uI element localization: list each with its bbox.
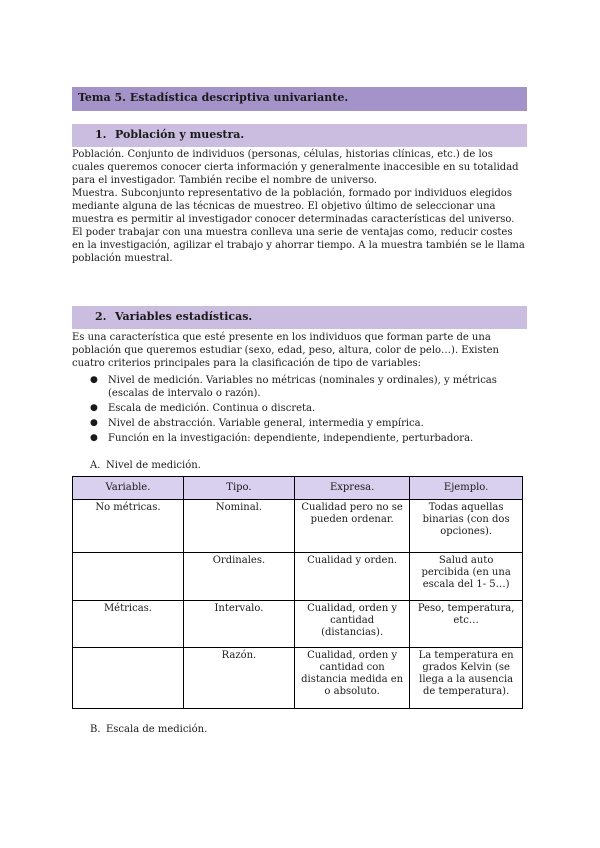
table-cell: Cualidad y orden. <box>294 553 409 601</box>
table-cell: Cualidad, orden y cantidad (distancias). <box>294 601 409 648</box>
column-header: Ejemplo. <box>410 477 523 500</box>
list-item: ● Nivel de abstracción. Variable general, intermedia y empírica. <box>90 418 424 429</box>
column-header: Tipo. <box>183 477 294 500</box>
subsection-a-label: Nivel de medición. <box>106 460 201 471</box>
table-cell: Todas aquellas binarias (con dos opciones). <box>410 500 523 553</box>
topic-title: Tema 5. Estadística descriptiva univariante. <box>72 87 527 111</box>
table-cell: Peso, temperatura, etc… <box>410 601 523 648</box>
table-cell: Salud auto percibida (en una escala del 1- 5…) <box>410 553 523 601</box>
table-row <box>73 648 523 709</box>
section-2-intro: Es una característica que esté presente en los individuos que forman parte de una población que queremos estudiar (sexo, edad, peso, altura, color de pelo…). Existen cuatro criterios principales para la clasificación de tipo de variables: <box>72 332 499 369</box>
table-cell: Cualidad, orden y cantidad con distancia medida en o absoluto. <box>294 648 409 709</box>
table-cell: Cualidad pero no se pueden ordenar. <box>294 500 409 553</box>
bullet-icon: ● <box>90 433 98 443</box>
criteria-list <box>72 374 527 447</box>
list-item: ● Nivel de medición. Variables no métricas (nominales y ordinales), y métricas (escalas de intervalo o razón). <box>90 375 497 399</box>
variables-table <box>72 476 523 709</box>
section-1-number: 1. <box>95 128 107 141</box>
list-item: ● Función en la investigación: dependiente, independiente, perturbadora. <box>90 433 474 444</box>
subsection-a-letter: A. <box>90 460 101 471</box>
section-2-number: 2. <box>95 310 107 323</box>
table-header-row <box>73 477 523 500</box>
table-row <box>73 500 523 553</box>
table-cell: Intervalo. <box>183 601 294 648</box>
bullet-icon: ● <box>90 418 98 428</box>
column-header: Variable. <box>73 477 184 500</box>
section-1-heading <box>72 124 527 147</box>
table-cell: Razón. <box>183 648 294 709</box>
bullet-icon: ● <box>90 375 98 385</box>
table-row <box>73 601 523 648</box>
muestra-paragraph: Muestra. Subconjunto representativo de la población, formado por individuos elegidos mediante alguna de las técnicas de muestreo. El objetivo último de seleccionar una muestra es permitir al investigador conocer determinadas características del universo. El poder trabajar con una muestra conlleva una serie de ventajas como, reducir costes en la investigación, agilizar el trabajo y ahorrar tiempo. A la muestra también se le llama población muestral. <box>72 188 525 264</box>
poblacion-paragraph: Población. Conjunto de individuos (personas, células, historias clínicas, etc.) de los cuales queremos conocer cierta información y generalmente inaccesible en su totalidad para el investigador. También recibe el nombre de universo. <box>72 149 519 186</box>
section-1-title: Población y muestra. <box>115 128 245 141</box>
column-header: Expresa. <box>294 477 409 500</box>
bullet-icon: ● <box>90 403 98 413</box>
table-cell <box>73 553 184 601</box>
table-cell <box>73 648 184 709</box>
section-1-body <box>72 148 527 265</box>
table-cell: Nominal. <box>183 500 294 553</box>
subsection-b-letter: B. <box>90 724 101 735</box>
table-cell: No métricas. <box>73 500 184 553</box>
section-2-heading <box>72 306 527 329</box>
list-item: ● Escala de medición. Continua o discreta. <box>90 403 316 414</box>
subsection-b-heading <box>90 724 207 735</box>
section-2-title: Variables estadísticas. <box>115 310 253 323</box>
table-row <box>73 553 523 601</box>
subsection-b-label: Escala de medición. <box>106 724 208 735</box>
table-cell: Métricas. <box>73 601 184 648</box>
table-cell: Ordinales. <box>183 553 294 601</box>
table-cell: La temperatura en grados Kelvin (se llega a la ausencia de temperatura). <box>410 648 523 709</box>
subsection-a-heading <box>90 460 201 471</box>
